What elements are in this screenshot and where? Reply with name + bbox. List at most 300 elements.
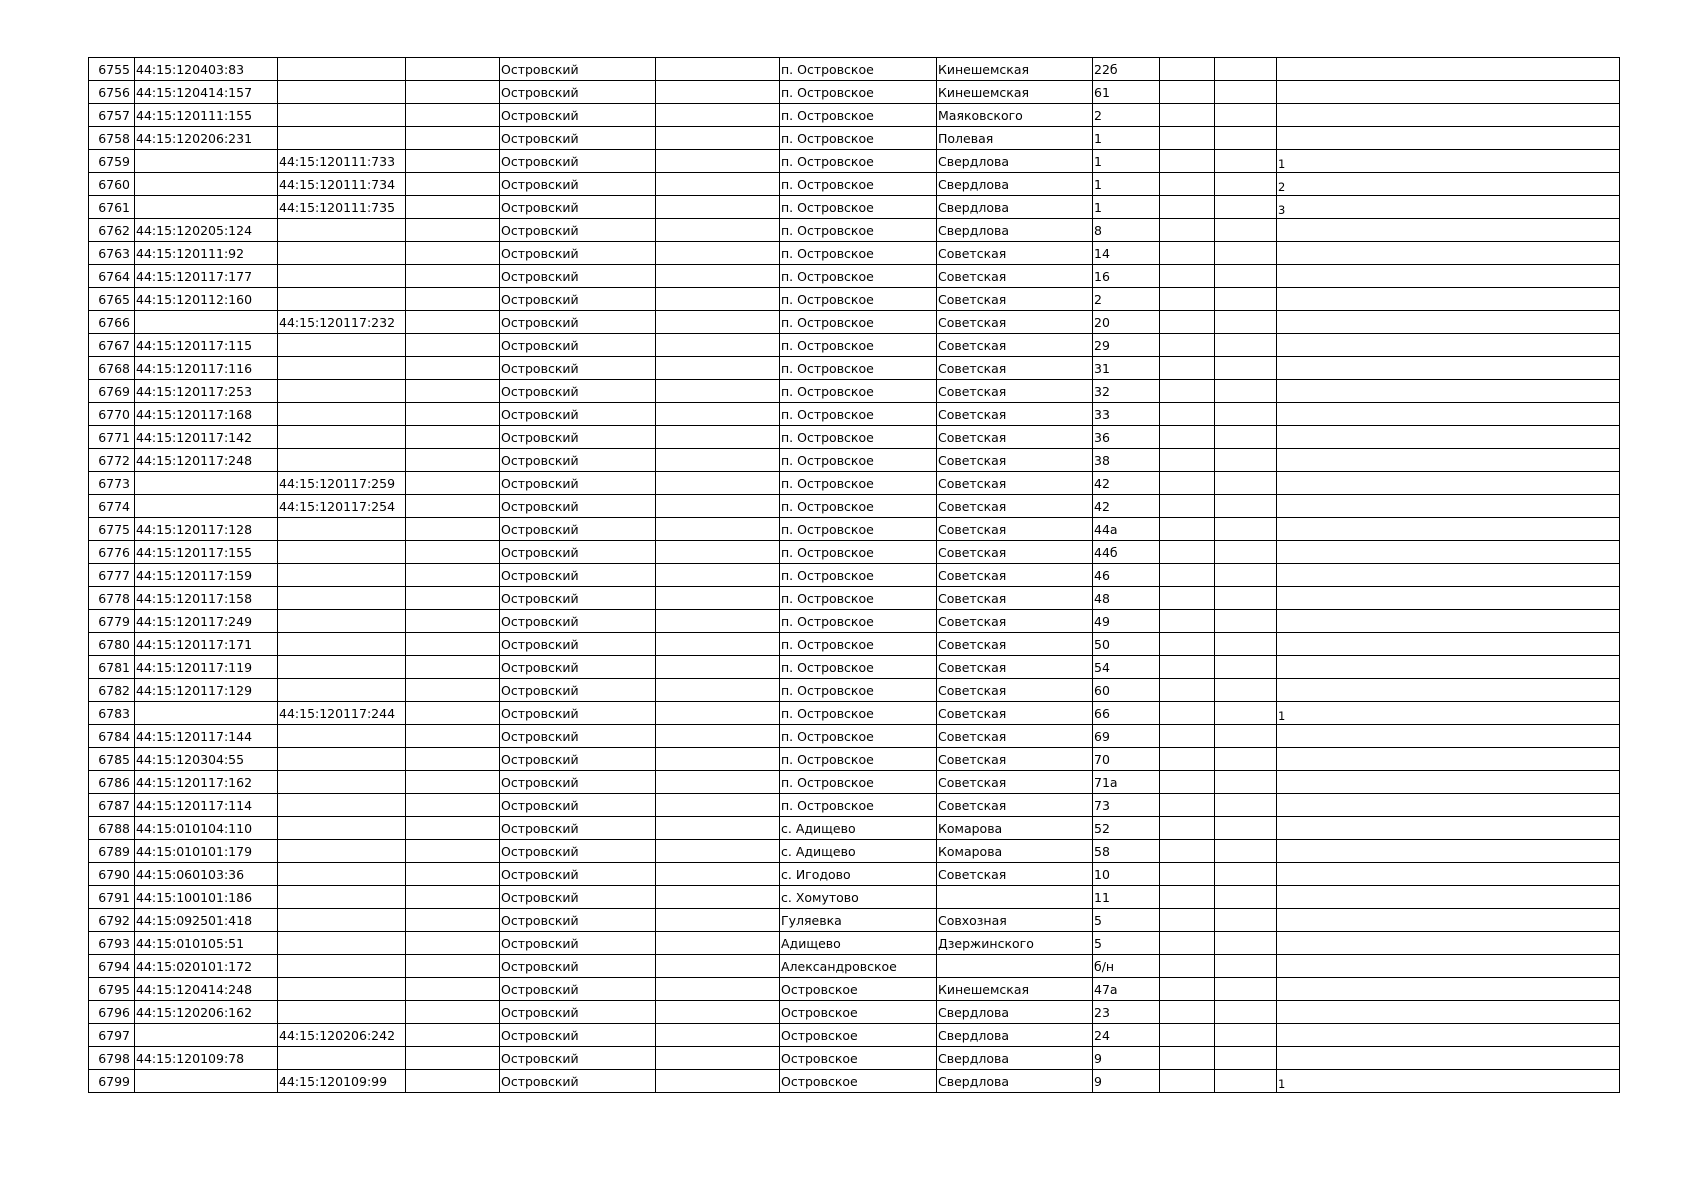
building-cadastral-number-cell — [278, 541, 406, 564]
district-cell: Островский — [500, 564, 656, 587]
street-cell: Советская — [937, 794, 1093, 817]
district-cell: Островский — [500, 150, 656, 173]
empty-cell — [406, 449, 500, 472]
table-row — [89, 863, 1620, 886]
settlement-cell: п. Островское — [780, 472, 937, 495]
table-row — [89, 932, 1620, 955]
settlement-cell: п. Островское — [780, 150, 937, 173]
cadastral-number-cell: 44:15:120117:116 — [135, 357, 278, 380]
building-cadastral-number-cell — [278, 564, 406, 587]
empty-cell — [656, 311, 780, 334]
street-cell: Советская — [937, 426, 1093, 449]
house-number-cell: 70 — [1093, 748, 1160, 771]
table-row — [89, 127, 1620, 150]
empty-cell — [656, 725, 780, 748]
cadastral-number-cell: 44:15:120117:115 — [135, 334, 278, 357]
empty-cell — [1160, 1047, 1215, 1070]
apartment-cell: 1 — [1277, 1070, 1620, 1093]
cadastral-number-cell: 44:15:120205:124 — [135, 219, 278, 242]
empty-cell — [1160, 702, 1215, 725]
district-cell: Островский — [500, 265, 656, 288]
cadastral-number-cell: 44:15:010104:110 — [135, 817, 278, 840]
empty-cell — [1215, 403, 1277, 426]
row-number-cell: 6767 — [89, 334, 135, 357]
district-cell: Островский — [500, 863, 656, 886]
empty-cell — [656, 1001, 780, 1024]
settlement-cell: с. Адищево — [780, 817, 937, 840]
cadastral-number-cell — [135, 173, 278, 196]
district-cell: Островский — [500, 541, 656, 564]
district-cell: Островский — [500, 403, 656, 426]
empty-cell — [406, 817, 500, 840]
row-number-cell: 6756 — [89, 81, 135, 104]
table-row — [89, 58, 1620, 81]
empty-cell — [1215, 725, 1277, 748]
empty-cell — [1215, 311, 1277, 334]
district-cell: Островский — [500, 748, 656, 771]
empty-cell — [656, 58, 780, 81]
district-cell: Островский — [500, 656, 656, 679]
table-row — [89, 150, 1620, 173]
empty-cell — [1215, 702, 1277, 725]
building-cadastral-number-cell — [278, 265, 406, 288]
apartment-cell — [1277, 81, 1620, 104]
table-row — [89, 334, 1620, 357]
building-cadastral-number-cell: 44:15:120117:259 — [278, 472, 406, 495]
building-cadastral-number-cell — [278, 725, 406, 748]
empty-cell — [656, 955, 780, 978]
apartment-cell: 1 — [1277, 150, 1620, 173]
empty-cell — [656, 472, 780, 495]
settlement-cell: п. Островское — [780, 334, 937, 357]
settlement-cell: п. Островское — [780, 541, 937, 564]
empty-cell — [406, 495, 500, 518]
empty-cell — [406, 472, 500, 495]
building-cadastral-number-cell: 44:15:120111:734 — [278, 173, 406, 196]
building-cadastral-number-cell — [278, 633, 406, 656]
row-number-cell: 6797 — [89, 1024, 135, 1047]
empty-cell — [406, 58, 500, 81]
empty-cell — [1215, 380, 1277, 403]
table-row — [89, 771, 1620, 794]
apartment-cell — [1277, 610, 1620, 633]
street-cell: Полевая — [937, 127, 1093, 150]
table-row — [89, 311, 1620, 334]
empty-cell — [1215, 288, 1277, 311]
cadastral-number-cell: 44:15:120117:119 — [135, 656, 278, 679]
empty-cell — [656, 518, 780, 541]
cadastral-number-cell: 44:15:120117:159 — [135, 564, 278, 587]
house-number-cell: 33 — [1093, 403, 1160, 426]
settlement-cell: п. Островское — [780, 794, 937, 817]
cadastral-number-cell: 44:15:120111:155 — [135, 104, 278, 127]
empty-cell — [406, 1024, 500, 1047]
empty-cell — [1160, 403, 1215, 426]
settlement-cell: п. Островское — [780, 702, 937, 725]
apartment-cell — [1277, 771, 1620, 794]
settlement-cell: п. Островское — [780, 173, 937, 196]
settlement-cell: с. Адищево — [780, 840, 937, 863]
cadastral-number-cell — [135, 495, 278, 518]
settlement-cell: п. Островское — [780, 610, 937, 633]
building-cadastral-number-cell — [278, 81, 406, 104]
row-number-cell: 6788 — [89, 817, 135, 840]
district-cell: Островский — [500, 1070, 656, 1093]
empty-cell — [656, 656, 780, 679]
apartment-cell — [1277, 564, 1620, 587]
settlement-cell: п. Островское — [780, 633, 937, 656]
empty-cell — [1160, 978, 1215, 1001]
table-row — [89, 748, 1620, 771]
registry-table — [88, 57, 1620, 1093]
street-cell: Советская — [937, 702, 1093, 725]
empty-cell — [656, 242, 780, 265]
empty-cell — [1160, 610, 1215, 633]
table-row — [89, 265, 1620, 288]
empty-cell — [1160, 794, 1215, 817]
district-cell: Островский — [500, 242, 656, 265]
house-number-cell: 23 — [1093, 1001, 1160, 1024]
empty-cell — [1160, 909, 1215, 932]
district-cell: Островский — [500, 449, 656, 472]
empty-cell — [656, 909, 780, 932]
table-row — [89, 725, 1620, 748]
cadastral-number-cell: 44:15:060103:36 — [135, 863, 278, 886]
house-number-cell: 49 — [1093, 610, 1160, 633]
district-cell: Островский — [500, 955, 656, 978]
empty-cell — [406, 794, 500, 817]
table-row — [89, 610, 1620, 633]
empty-cell — [1160, 357, 1215, 380]
empty-cell — [656, 495, 780, 518]
empty-cell — [1160, 587, 1215, 610]
table-row — [89, 587, 1620, 610]
house-number-cell: 36 — [1093, 426, 1160, 449]
row-number-cell: 6792 — [89, 909, 135, 932]
settlement-cell: п. Островское — [780, 495, 937, 518]
empty-cell — [406, 909, 500, 932]
row-number-cell: 6773 — [89, 472, 135, 495]
cadastral-number-cell — [135, 1070, 278, 1093]
building-cadastral-number-cell — [278, 909, 406, 932]
building-cadastral-number-cell — [278, 127, 406, 150]
empty-cell — [406, 196, 500, 219]
table-row — [89, 955, 1620, 978]
row-number-cell: 6784 — [89, 725, 135, 748]
house-number-cell: 20 — [1093, 311, 1160, 334]
row-number-cell: 6768 — [89, 357, 135, 380]
empty-cell — [656, 932, 780, 955]
building-cadastral-number-cell — [278, 656, 406, 679]
empty-cell — [1215, 449, 1277, 472]
building-cadastral-number-cell — [278, 886, 406, 909]
building-cadastral-number-cell — [278, 1047, 406, 1070]
empty-cell — [1160, 518, 1215, 541]
district-cell: Островский — [500, 173, 656, 196]
cadastral-number-cell: 44:15:010101:179 — [135, 840, 278, 863]
settlement-cell: Александровское — [780, 955, 937, 978]
empty-cell — [406, 104, 500, 127]
empty-cell — [1160, 242, 1215, 265]
house-number-cell: 44а — [1093, 518, 1160, 541]
empty-cell — [656, 978, 780, 1001]
house-number-cell: 14 — [1093, 242, 1160, 265]
empty-cell — [656, 426, 780, 449]
apartment-cell — [1277, 242, 1620, 265]
settlement-cell: п. Островское — [780, 403, 937, 426]
table-row — [89, 219, 1620, 242]
settlement-cell: Островское — [780, 978, 937, 1001]
building-cadastral-number-cell — [278, 449, 406, 472]
house-number-cell: 2 — [1093, 288, 1160, 311]
row-number-cell: 6782 — [89, 679, 135, 702]
row-number-cell: 6778 — [89, 587, 135, 610]
empty-cell — [1215, 771, 1277, 794]
cadastral-number-cell: 44:15:020101:172 — [135, 955, 278, 978]
empty-cell — [1215, 472, 1277, 495]
apartment-cell — [1277, 1024, 1620, 1047]
empty-cell — [656, 541, 780, 564]
empty-cell — [406, 426, 500, 449]
empty-cell — [656, 1070, 780, 1093]
empty-cell — [1160, 426, 1215, 449]
apartment-cell — [1277, 840, 1620, 863]
apartment-cell — [1277, 725, 1620, 748]
settlement-cell: Гуляевка — [780, 909, 937, 932]
street-cell: Советская — [937, 679, 1093, 702]
empty-cell — [1160, 1070, 1215, 1093]
table-row — [89, 518, 1620, 541]
house-number-cell: 22б — [1093, 58, 1160, 81]
settlement-cell: п. Островское — [780, 656, 937, 679]
empty-cell — [1215, 748, 1277, 771]
building-cadastral-number-cell — [278, 380, 406, 403]
settlement-cell: п. Островское — [780, 219, 937, 242]
cadastral-number-cell — [135, 702, 278, 725]
apartment-cell — [1277, 909, 1620, 932]
cadastral-number-cell: 44:15:120117:158 — [135, 587, 278, 610]
empty-cell — [656, 288, 780, 311]
district-cell: Островский — [500, 196, 656, 219]
empty-cell — [1215, 955, 1277, 978]
table-row — [89, 633, 1620, 656]
empty-cell — [1215, 656, 1277, 679]
empty-cell — [1215, 58, 1277, 81]
empty-cell — [656, 81, 780, 104]
house-number-cell: 1 — [1093, 127, 1160, 150]
empty-cell — [1160, 127, 1215, 150]
settlement-cell: Островское — [780, 1070, 937, 1093]
street-cell: Советская — [937, 633, 1093, 656]
empty-cell — [406, 541, 500, 564]
street-cell — [937, 886, 1093, 909]
settlement-cell: п. Островское — [780, 426, 937, 449]
street-cell: Совхозная — [937, 909, 1093, 932]
empty-cell — [406, 656, 500, 679]
settlement-cell: п. Островское — [780, 587, 937, 610]
row-number-cell: 6770 — [89, 403, 135, 426]
row-number-cell: 6759 — [89, 150, 135, 173]
district-cell: Островский — [500, 932, 656, 955]
empty-cell — [656, 265, 780, 288]
table-row — [89, 886, 1620, 909]
apartment-cell — [1277, 1001, 1620, 1024]
apartment-cell — [1277, 380, 1620, 403]
empty-cell — [1215, 1001, 1277, 1024]
cadastral-number-cell: 44:15:120403:83 — [135, 58, 278, 81]
apartment-cell — [1277, 932, 1620, 955]
building-cadastral-number-cell: 44:15:120117:244 — [278, 702, 406, 725]
row-number-cell: 6795 — [89, 978, 135, 1001]
empty-cell — [406, 265, 500, 288]
table-row — [89, 426, 1620, 449]
settlement-cell: п. Островское — [780, 104, 937, 127]
empty-cell — [656, 702, 780, 725]
table-row — [89, 495, 1620, 518]
empty-cell — [1160, 265, 1215, 288]
settlement-cell: п. Островское — [780, 265, 937, 288]
table-row — [89, 403, 1620, 426]
settlement-cell: п. Островское — [780, 748, 937, 771]
empty-cell — [406, 863, 500, 886]
table-row — [89, 702, 1620, 725]
apartment-cell — [1277, 219, 1620, 242]
settlement-cell: Островское — [780, 1047, 937, 1070]
apartment-cell — [1277, 541, 1620, 564]
building-cadastral-number-cell: 44:15:120109:99 — [278, 1070, 406, 1093]
street-cell: Свердлова — [937, 1001, 1093, 1024]
settlement-cell: п. Островское — [780, 127, 937, 150]
empty-cell — [656, 104, 780, 127]
district-cell: Островский — [500, 518, 656, 541]
house-number-cell: 1 — [1093, 150, 1160, 173]
cadastral-number-cell: 44:15:120304:55 — [135, 748, 278, 771]
apartment-cell — [1277, 1047, 1620, 1070]
street-cell: Дзержинского — [937, 932, 1093, 955]
table-row — [89, 449, 1620, 472]
empty-cell — [1160, 380, 1215, 403]
cadastral-number-cell: 44:15:120117:142 — [135, 426, 278, 449]
empty-cell — [656, 564, 780, 587]
empty-cell — [656, 334, 780, 357]
empty-cell — [1160, 817, 1215, 840]
building-cadastral-number-cell: 44:15:120206:242 — [278, 1024, 406, 1047]
cadastral-number-cell — [135, 150, 278, 173]
empty-cell — [1215, 886, 1277, 909]
building-cadastral-number-cell — [278, 219, 406, 242]
row-number-cell: 6762 — [89, 219, 135, 242]
building-cadastral-number-cell — [278, 840, 406, 863]
house-number-cell: б/н — [1093, 955, 1160, 978]
district-cell: Островский — [500, 380, 656, 403]
apartment-cell: 1 — [1277, 702, 1620, 725]
row-number-cell: 6764 — [89, 265, 135, 288]
district-cell: Островский — [500, 610, 656, 633]
house-number-cell: 54 — [1093, 656, 1160, 679]
building-cadastral-number-cell — [278, 748, 406, 771]
cadastral-number-cell: 44:15:120117:171 — [135, 633, 278, 656]
empty-cell — [406, 702, 500, 725]
cadastral-number-cell: 44:15:120117:253 — [135, 380, 278, 403]
empty-cell — [1215, 219, 1277, 242]
empty-cell — [1215, 610, 1277, 633]
empty-cell — [1215, 196, 1277, 219]
street-cell: Советская — [937, 242, 1093, 265]
empty-cell — [1160, 196, 1215, 219]
row-number-cell: 6783 — [89, 702, 135, 725]
apartment-cell — [1277, 955, 1620, 978]
empty-cell — [1160, 334, 1215, 357]
cadastral-number-cell: 44:15:100101:186 — [135, 886, 278, 909]
empty-cell — [1215, 932, 1277, 955]
street-cell: Советская — [937, 495, 1093, 518]
building-cadastral-number-cell — [278, 518, 406, 541]
apartment-cell — [1277, 587, 1620, 610]
street-cell: Советская — [937, 587, 1093, 610]
row-number-cell: 6791 — [89, 886, 135, 909]
district-cell: Островский — [500, 334, 656, 357]
empty-cell — [406, 679, 500, 702]
empty-cell — [406, 564, 500, 587]
apartment-cell — [1277, 334, 1620, 357]
district-cell: Островский — [500, 104, 656, 127]
street-cell: Советская — [937, 518, 1093, 541]
empty-cell — [1160, 104, 1215, 127]
empty-cell — [406, 587, 500, 610]
row-number-cell: 6757 — [89, 104, 135, 127]
row-number-cell: 6780 — [89, 633, 135, 656]
row-number-cell: 6775 — [89, 518, 135, 541]
table-row — [89, 840, 1620, 863]
row-number-cell: 6794 — [89, 955, 135, 978]
table-row — [89, 679, 1620, 702]
table-row — [89, 357, 1620, 380]
table-row — [89, 242, 1620, 265]
empty-cell — [406, 1047, 500, 1070]
apartment-cell — [1277, 633, 1620, 656]
empty-cell — [406, 518, 500, 541]
row-number-cell: 6769 — [89, 380, 135, 403]
building-cadastral-number-cell — [278, 771, 406, 794]
street-cell: Свердлова — [937, 1047, 1093, 1070]
table-row — [89, 656, 1620, 679]
empty-cell — [1160, 1024, 1215, 1047]
building-cadastral-number-cell: 44:15:120117:232 — [278, 311, 406, 334]
table-row — [89, 173, 1620, 196]
apartment-cell — [1277, 449, 1620, 472]
empty-cell — [656, 633, 780, 656]
settlement-cell: п. Островское — [780, 725, 937, 748]
street-cell: Свердлова — [937, 219, 1093, 242]
street-cell: Маяковского — [937, 104, 1093, 127]
empty-cell — [1215, 104, 1277, 127]
row-number-cell: 6763 — [89, 242, 135, 265]
empty-cell — [1215, 909, 1277, 932]
building-cadastral-number-cell — [278, 242, 406, 265]
row-number-cell: 6761 — [89, 196, 135, 219]
street-cell: Советская — [937, 863, 1093, 886]
table-row — [89, 978, 1620, 1001]
empty-cell — [656, 173, 780, 196]
empty-cell — [406, 978, 500, 1001]
settlement-cell: п. Островское — [780, 311, 937, 334]
empty-cell — [406, 150, 500, 173]
row-number-cell: 6774 — [89, 495, 135, 518]
empty-cell — [406, 288, 500, 311]
table-row — [89, 472, 1620, 495]
empty-cell — [656, 863, 780, 886]
settlement-cell: п. Островское — [780, 449, 937, 472]
